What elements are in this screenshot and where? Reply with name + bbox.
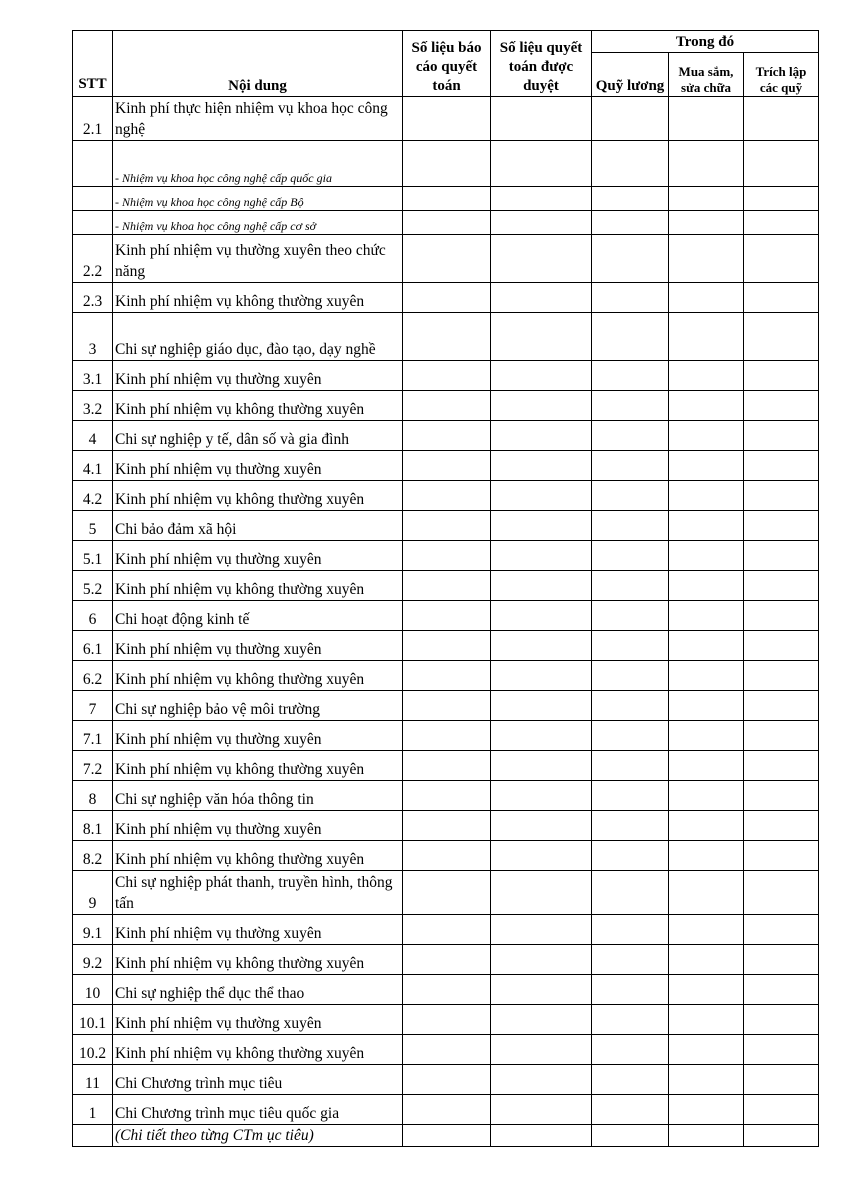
row-stt — [73, 211, 113, 235]
table-row — [73, 283, 819, 313]
row-stt: 4 — [73, 421, 113, 451]
header-stt: STT — [73, 31, 113, 97]
row-content: Kinh phí nhiệm vụ thường xuyên — [113, 631, 403, 661]
header-reported: Số liệu báo cáo quyết toán — [403, 31, 491, 97]
row-stt: 11 — [73, 1065, 113, 1095]
table-row — [73, 235, 819, 283]
table-row — [73, 751, 819, 781]
table-row — [73, 1065, 819, 1095]
row-content: Chi Chương trình mục tiêu — [113, 1065, 403, 1095]
table-row — [73, 1125, 819, 1147]
row-stt: 9.2 — [73, 945, 113, 975]
row-stt: 2.1 — [73, 97, 113, 141]
row-content: Chi Chương trình mục tiêu quốc gia — [113, 1095, 403, 1125]
table-row — [73, 481, 819, 511]
table-row — [73, 1005, 819, 1035]
row-content: Kinh phí nhiệm vụ thường xuyên — [113, 451, 403, 481]
table-row — [73, 661, 819, 691]
row-content: (Chi tiết theo từng CTm ục tiêu) — [113, 1125, 403, 1147]
row-stt: 3.2 — [73, 391, 113, 421]
table-row — [73, 721, 819, 751]
header-salary: Quỹ lương — [592, 53, 669, 97]
table-row — [73, 945, 819, 975]
row-content: - Nhiệm vụ khoa học công nghệ cấp quốc gia — [113, 141, 403, 187]
row-stt — [73, 141, 113, 187]
table-row — [73, 511, 819, 541]
row-content: Kinh phí nhiệm vụ thường xuyên — [113, 811, 403, 841]
table-body — [73, 97, 819, 1147]
row-content: Kinh phí nhiệm vụ không thường xuyên — [113, 571, 403, 601]
table-row — [73, 97, 819, 141]
row-stt: 10.2 — [73, 1035, 113, 1065]
row-stt: 4.2 — [73, 481, 113, 511]
row-stt: 2.2 — [73, 235, 113, 283]
row-stt: 1 — [73, 1095, 113, 1125]
table-row — [73, 691, 819, 721]
row-content: Chi sự nghiệp văn hóa thông tin — [113, 781, 403, 811]
header-purchase: Mua sắm, sửa chữa — [669, 53, 744, 97]
row-content: Kinh phí nhiệm vụ thường xuyên — [113, 721, 403, 751]
row-stt: 5.1 — [73, 541, 113, 571]
table-row — [73, 871, 819, 915]
row-stt: 3 — [73, 313, 113, 361]
table-row — [73, 811, 819, 841]
table-row — [73, 975, 819, 1005]
row-stt: 3.1 — [73, 361, 113, 391]
row-stt: 2.3 — [73, 283, 113, 313]
row-stt: 10 — [73, 975, 113, 1005]
row-content: Kinh phí nhiệm vụ không thường xuyên — [113, 391, 403, 421]
row-stt: 7.1 — [73, 721, 113, 751]
row-content: Chi hoạt động kinh tế — [113, 601, 403, 631]
row-content: Chi sự nghiệp y tế, dân số và gia đình — [113, 421, 403, 451]
table-row — [73, 211, 819, 235]
table-row — [73, 631, 819, 661]
row-content: Kinh phí nhiệm vụ thường xuyên — [113, 361, 403, 391]
row-content: - Nhiệm vụ khoa học công nghệ cấp Bộ — [113, 187, 403, 211]
row-content: Chi sự nghiệp bảo vệ môi trường — [113, 691, 403, 721]
table-row — [73, 1095, 819, 1125]
budget-settlement-table — [72, 30, 819, 1147]
row-content: Kinh phí nhiệm vụ không thường xuyên — [113, 945, 403, 975]
row-content: Kinh phí nhiệm vụ thường xuyên — [113, 541, 403, 571]
row-content: Kinh phí nhiệm vụ thường xuyên — [113, 915, 403, 945]
row-content: Kinh phí nhiệm vụ không thường xuyên — [113, 1035, 403, 1065]
table-row — [73, 841, 819, 871]
row-stt: 8.1 — [73, 811, 113, 841]
row-content: Chi sự nghiệp giáo dục, đào tạo, dạy nghề — [113, 313, 403, 361]
row-content: Kinh phí nhiệm vụ thường xuyên — [113, 1005, 403, 1035]
table-row — [73, 361, 819, 391]
row-stt: 4.1 — [73, 451, 113, 481]
table-row — [73, 571, 819, 601]
row-stt: 6.2 — [73, 661, 113, 691]
row-stt: 7 — [73, 691, 113, 721]
table-row — [73, 451, 819, 481]
row-stt: 6.1 — [73, 631, 113, 661]
row-content: - Nhiệm vụ khoa học công nghệ cấp cơ sở — [113, 211, 403, 235]
header-funds: Trích lập các quỹ — [744, 53, 819, 97]
row-stt: 10.1 — [73, 1005, 113, 1035]
row-content: Kinh phí thực hiện nhiệm vụ khoa học công nghệ — [113, 97, 403, 141]
row-content: Kinh phí nhiệm vụ không thường xuyên — [113, 661, 403, 691]
row-stt: 7.2 — [73, 751, 113, 781]
table-row — [73, 541, 819, 571]
row-content: Chi bảo đảm xã hội — [113, 511, 403, 541]
table-row — [73, 187, 819, 211]
table-row — [73, 1035, 819, 1065]
row-content: Kinh phí nhiệm vụ không thường xuyên — [113, 481, 403, 511]
table-row — [73, 781, 819, 811]
row-content: Chi sự nghiệp thể dục thể thao — [113, 975, 403, 1005]
table-row — [73, 915, 819, 945]
row-content: Kinh phí nhiệm vụ thường xuyên theo chức năng — [113, 235, 403, 283]
row-content: Kinh phí nhiệm vụ không thường xuyên — [113, 751, 403, 781]
header-of-which: Trong đó — [592, 31, 819, 53]
row-content: Kinh phí nhiệm vụ không thường xuyên — [113, 841, 403, 871]
table-row — [73, 421, 819, 451]
table-row — [73, 313, 819, 361]
row-stt: 5 — [73, 511, 113, 541]
table-row — [73, 141, 819, 187]
header-content: Nội dung — [113, 31, 403, 97]
header-approved: Số liệu quyết toán được duyệt — [491, 31, 592, 97]
row-stt: 8 — [73, 781, 113, 811]
row-stt: 9.1 — [73, 915, 113, 945]
row-stt: 8.2 — [73, 841, 113, 871]
table-row — [73, 391, 819, 421]
row-stt: 9 — [73, 871, 113, 915]
row-stt: 5.2 — [73, 571, 113, 601]
row-content: Chi sự nghiệp phát thanh, truyền hình, thông tấn — [113, 871, 403, 915]
row-stt — [73, 1125, 113, 1147]
table-row — [73, 601, 819, 631]
row-content: Kinh phí nhiệm vụ không thường xuyên — [113, 283, 403, 313]
row-stt — [73, 187, 113, 211]
row-stt: 6 — [73, 601, 113, 631]
